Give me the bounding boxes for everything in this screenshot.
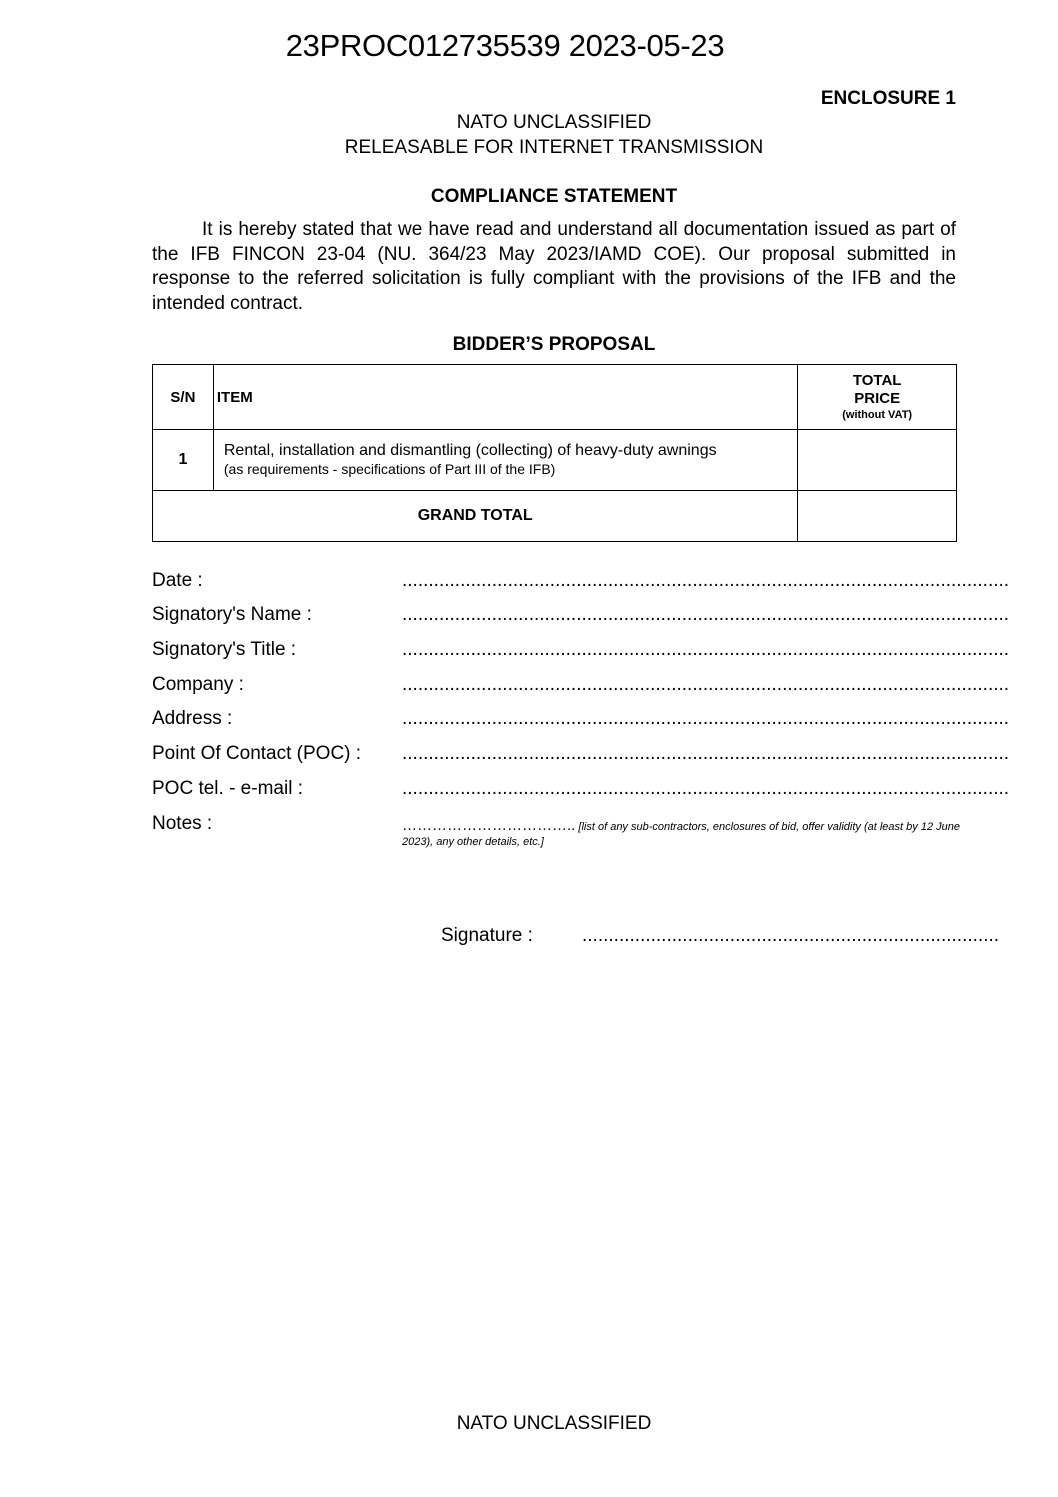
header-price-note: (without VAT) <box>842 409 913 421</box>
signatory-title-label: Signatory's Title : <box>152 639 297 660</box>
header-price-line-2: PRICE <box>854 390 901 407</box>
row-sn: 1 <box>153 430 214 491</box>
document-id: 23PROC012735539 2023-05-23 <box>285 28 725 63</box>
notes-field[interactable] <box>402 818 960 850</box>
notes-label: Notes : <box>152 813 213 834</box>
poc-contact-field[interactable]: ................................................................................................................... <box>402 778 1010 799</box>
poc-contact-label: POC tel. - e-mail : <box>152 778 303 799</box>
proposal-table <box>152 364 957 542</box>
signatory-name-label: Signatory's Name : <box>152 604 312 625</box>
notes-hint: [list of any sub-contractors, enclosures of bid, offer validity (at least by 12 June 2023), any other details, etc.] <box>402 821 960 848</box>
row-price-cell[interactable] <box>798 430 957 491</box>
signatory-name-row <box>152 604 1010 630</box>
address-label: Address : <box>152 708 233 729</box>
date-field[interactable]: ................................................................................................................... <box>402 570 1010 591</box>
release-statement: RELEASABLE FOR INTERNET TRANSMISSION <box>344 137 764 158</box>
row-item-note: (as requirements - specifications of Part III of the IFB) <box>223 461 556 477</box>
poc-contact-row <box>152 778 1010 804</box>
row-item-text: Rental, installation and dismantling (collecting) of heavy-duty awnings <box>223 442 717 459</box>
row-item <box>213 430 797 491</box>
signature-label: Signature : <box>441 925 533 946</box>
notes-row <box>152 813 958 861</box>
header-total-price <box>798 365 957 430</box>
table-row <box>153 430 957 491</box>
compliance-text: It is hereby stated that we have read and understand all documentation issued as part of the IFB FINCON 23-04 (NU. 364/23 May 2023/IAMD COE). Our proposal submitted in response to the referred solicitation is fully compliant with the provisions of the IFB and the intended contract. <box>152 219 956 314</box>
signatory-title-field[interactable]: ................................................................................................................... <box>402 639 1010 660</box>
notes-dots: …………………………….. <box>402 817 576 834</box>
poc-field[interactable]: ................................................................................................................... <box>402 743 1010 764</box>
date-row <box>152 570 1010 596</box>
signature-field[interactable]: ............................................................................... <box>582 925 1000 946</box>
compliance-title: COMPLIANCE STATEMENT <box>430 186 678 207</box>
address-field[interactable]: ................................................................................................................... <box>402 708 1010 729</box>
poc-label: Point Of Contact (POC) : <box>152 743 362 764</box>
header-price-line-1: TOTAL <box>852 372 902 389</box>
company-label: Company : <box>152 674 244 695</box>
grand-total-label: GRAND TOTAL <box>153 491 798 542</box>
signatory-title-row <box>152 639 1010 665</box>
signatory-name-field[interactable]: ................................................................................................................... <box>402 604 1010 625</box>
company-row <box>152 674 1010 700</box>
proposal-title: BIDDER’S PROPOSAL <box>452 334 656 355</box>
header-sn: S/N <box>153 365 214 430</box>
company-field[interactable]: ................................................................................................................... <box>402 674 1010 695</box>
header-item: ITEM <box>213 365 797 430</box>
grand-total-value[interactable] <box>798 491 957 542</box>
classification-footer: NATO UNCLASSIFIED <box>456 1413 652 1434</box>
date-label: Date : <box>152 570 203 591</box>
enclosure-label: ENCLOSURE 1 <box>820 88 956 109</box>
table-header-row <box>153 365 957 430</box>
address-row <box>152 708 1010 734</box>
classification-header: NATO UNCLASSIFIED <box>456 112 652 133</box>
poc-row <box>152 743 1010 769</box>
grand-total-row <box>153 491 957 542</box>
